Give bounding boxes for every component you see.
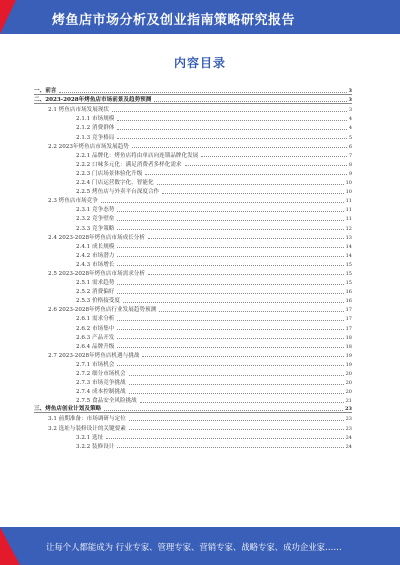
toc-entry[interactable] (34, 295, 352, 304)
toc-dot-leader (157, 184, 344, 185)
toc-dot-leader (117, 138, 346, 139)
toc-entry[interactable] (34, 150, 352, 159)
toc-entry[interactable] (34, 322, 352, 331)
toc-dot-leader (117, 365, 343, 366)
toc-entry[interactable] (34, 122, 352, 131)
toc-entry[interactable] (34, 404, 352, 413)
toc-entry-page: 21 (345, 398, 352, 405)
toc-entry-label: 2.7.1 市场机会 (76, 361, 115, 368)
toc-entry-label: 2.1.3 竞争格局 (76, 134, 115, 141)
toc-entry-page: 18 (345, 334, 352, 341)
toc-entry-label: 2.6.1 需求分析 (76, 316, 115, 323)
toc-dot-leader (129, 429, 344, 430)
toc-entry-page: 4 (348, 116, 352, 123)
toc-entry-label: 2.5.3 价格接受度 (76, 298, 120, 305)
table-of-contents (34, 86, 352, 450)
toc-entry-page: 11 (345, 216, 352, 223)
toc-entry[interactable] (34, 131, 352, 140)
toc-entry[interactable] (34, 168, 352, 177)
toc-dot-leader (117, 447, 343, 448)
toc-entry[interactable] (34, 186, 352, 195)
toc-entry-label: 2.1.2 消费群体 (76, 125, 115, 132)
toc-entry-page: 7 (348, 152, 352, 159)
toc-entry-page: 15 (345, 270, 352, 277)
toc-entry-page: 20 (345, 389, 352, 396)
toc-entry[interactable] (34, 222, 352, 231)
toc-dot-leader (154, 101, 346, 102)
toc-entry-page: 17 (345, 307, 352, 314)
toc-dot-leader (145, 174, 346, 175)
toc-entry-page: 23 (345, 416, 352, 423)
toc-entry-label: 2.5.1 需求趋势 (76, 280, 115, 287)
toc-dot-leader (117, 338, 343, 339)
toc-entry-label: 2.3.3 竞争策略 (76, 225, 115, 232)
toc-dot-leader (117, 229, 343, 230)
toc-dot-leader (117, 284, 343, 285)
toc-entry-label: 3.2 选址与装修设计的关键要素 (48, 425, 126, 432)
toc-dot-leader (159, 311, 343, 312)
toc-entry-page: 18 (345, 343, 352, 350)
report-title: 烤鱼店市场分析及创业指南策略研究报告 (52, 13, 296, 28)
toc-entry[interactable] (34, 432, 352, 441)
toc-dot-leader (140, 402, 344, 403)
toc-entry-page: 16 (345, 289, 352, 296)
toc-entry[interactable] (34, 113, 352, 122)
toc-entry[interactable] (34, 377, 352, 386)
toc-entry-label: 2.4.1 成长规模 (76, 243, 115, 250)
toc-entry-label: 2.7.4 成本控制挑战 (76, 389, 126, 396)
toc-entry-label: 2.7 2023-2028年烤鱼店机遇与挑战 (48, 352, 140, 359)
toc-entry[interactable] (34, 368, 352, 377)
toc-entry-label: 2.4.3 市场增长 (76, 261, 115, 268)
toc-dot-leader (101, 202, 344, 203)
toc-entry-page: 17 (345, 316, 352, 323)
toc-entry-page: 5 (348, 134, 352, 141)
toc-entry-page: 23 (345, 425, 352, 432)
toc-entry-page: 15 (345, 261, 352, 268)
toc-entry-label: 2.4.2 市场潜力 (76, 252, 115, 259)
toc-entry-page: 17 (345, 325, 352, 332)
toc-dot-leader (104, 410, 343, 411)
toc-dot-leader (117, 293, 343, 294)
toc-entry[interactable] (34, 232, 352, 241)
toc-dot-leader (117, 256, 343, 257)
toc-entry-label: 2.1.1 市场规模 (76, 116, 115, 123)
toc-entry-page: 9 (348, 170, 352, 177)
toc-entry[interactable] (34, 422, 352, 431)
toc-entry-page: 24 (345, 434, 352, 441)
toc-dot-leader (162, 193, 343, 194)
toc-dot-leader (117, 120, 346, 121)
toc-entry-label: 二、2023-2028年烤鱼店市场前景及趋势预测 (34, 97, 152, 104)
toc-dot-leader (129, 420, 344, 421)
toc-entry[interactable] (34, 104, 352, 113)
toc-heading: 内容目录 (173, 56, 226, 70)
toc-entry[interactable] (34, 195, 352, 204)
toc-entry-page: 23 (345, 406, 352, 413)
toc-entry-label: 2.2.1 品牌化：烤鱼店将由单店向连锁品牌化发展 (76, 152, 199, 159)
toc-entry-label: 2.1 烤鱼店市场发展现状 (48, 107, 110, 114)
toc-entry[interactable] (34, 177, 352, 186)
toc-entry[interactable] (34, 250, 352, 259)
toc-dot-leader (117, 347, 343, 348)
toc-entry-page: 15 (345, 280, 352, 287)
toc-entry-label: 2.3.2 竞争壁垒 (76, 216, 115, 223)
toc-entry[interactable] (34, 141, 352, 150)
toc-entry-label: 2.7.2 细分市场机会 (76, 371, 126, 377)
toc-entry-label: 一、前言 (34, 88, 57, 95)
toc-dot-leader (129, 384, 344, 385)
toc-entry-label: 2.2.2 口味多元化：满足消费者多样化需求 (76, 161, 182, 168)
header-accent-shape (0, 0, 16, 34)
toc-dot-leader (148, 274, 344, 275)
toc-entry-label: 2.3 烤鱼店市场竞争 (48, 198, 98, 205)
toc-dot-leader (117, 329, 343, 330)
toc-entry-page: 16 (345, 298, 352, 305)
toc-entry[interactable] (34, 413, 352, 422)
toc-entry[interactable] (34, 395, 352, 404)
footer-accent-shape (0, 527, 20, 565)
toc-dot-leader (129, 393, 344, 394)
toc-dot-leader (112, 111, 347, 112)
toc-entry-label: 2.6 2023-2028年烤鱼店行业发展趋势预测 (48, 307, 157, 314)
toc-entry-label: 2.6.4 品牌升级 (76, 343, 115, 350)
toc-entry[interactable] (34, 286, 352, 295)
toc-entry-label: 2.7.5 食品安全风险挑战 (76, 398, 137, 405)
toc-entry-page: 11 (345, 207, 352, 214)
toc-entry-page: 3 (348, 97, 352, 104)
toc-entry-page: 4 (348, 125, 352, 132)
toc-entry-label: 2.5 2023-2028年烤鱼店市场需求分析 (48, 270, 145, 277)
toc-entry-label: 2.2.4 门店运营数字化、智能化 (76, 180, 154, 187)
toc-entry[interactable] (34, 441, 352, 450)
toc-dot-leader (123, 302, 344, 303)
toc-entry[interactable] (34, 259, 352, 268)
toc-dot-leader (106, 438, 343, 439)
toc-entry[interactable] (34, 86, 352, 95)
toc-entry-page: 24 (345, 443, 352, 450)
toc-entry[interactable] (34, 386, 352, 395)
toc-dot-leader (59, 92, 346, 93)
toc-entry[interactable] (34, 241, 352, 250)
toc-entry-page: 20 (345, 380, 352, 387)
toc-entry-label: 3.2.1 选址 (76, 434, 104, 441)
page-footer (0, 527, 400, 565)
toc-entry-page: 3 (348, 107, 352, 114)
toc-entry-page: 13 (345, 234, 352, 241)
toc-entry-page: 19 (345, 361, 352, 368)
toc-dot-leader (117, 247, 343, 248)
toc-entry-page: 14 (345, 243, 352, 250)
toc-entry-page: 14 (345, 252, 352, 259)
toc-entry-label: 三、烤鱼店创业计划及策略 (34, 406, 102, 413)
toc-entry-page: 19 (345, 352, 352, 359)
toc-entry-label: 2.4 2023-2028年烤鱼店市场成长分析 (48, 234, 145, 241)
toc-dot-leader (148, 238, 344, 239)
toc-entry[interactable] (34, 304, 352, 313)
toc-dot-leader (129, 375, 344, 376)
toc-entry[interactable] (34, 95, 352, 104)
footer-slogan: 让每个人都能成为 行业专家、管理专家、营销专家、战略专家、成功企业家…… (46, 542, 342, 552)
toc-entry-label: 3.2.2 装修设计 (76, 443, 115, 450)
toc-entry-page: 10 (345, 189, 352, 196)
toc-dot-leader (117, 320, 343, 321)
toc-entry-page: 10 (345, 180, 352, 187)
toc-entry-label: 2.7.3 市场竞争挑战 (76, 380, 126, 387)
toc-entry-label: 2.2.5 烤鱼店与外卖平台深度合作 (76, 189, 160, 196)
toc-entry[interactable] (34, 213, 352, 222)
toc-entry[interactable] (34, 359, 352, 368)
toc-dot-leader (132, 147, 347, 148)
toc-entry-page: 3 (348, 88, 352, 95)
toc-entry[interactable] (34, 204, 352, 213)
toc-dot-leader (117, 211, 343, 212)
toc-entry-label: 2.3.1 竞争态势 (76, 207, 115, 214)
toc-dot-leader (185, 165, 347, 166)
toc-entry[interactable] (34, 159, 352, 168)
page-header (0, 0, 400, 34)
toc-entry-page: 20 (345, 371, 352, 377)
toc-entry-page: 11 (345, 198, 352, 205)
toc-dot-leader (117, 265, 343, 266)
toc-entry[interactable] (34, 332, 352, 341)
toc-dot-leader (117, 220, 343, 221)
toc-entry[interactable] (34, 277, 352, 286)
toc-entry-label: 3.1 前期准备：市场调研与定位 (48, 416, 126, 423)
toc-entry-page: 6 (348, 143, 352, 150)
toc-entry-label: 2.6.2 市场集中 (76, 325, 115, 332)
toc-entry[interactable] (34, 313, 352, 322)
toc-entry-label: 2.2 2023年烤鱼店市场发展趋势 (48, 143, 129, 150)
toc-entry-label: 2.6.3 产品开发 (76, 334, 115, 341)
toc-entry[interactable] (34, 341, 352, 350)
toc-entry[interactable] (34, 350, 352, 359)
toc-dot-leader (117, 129, 346, 130)
toc-entry-page: 12 (345, 225, 352, 232)
toc-dot-leader (201, 156, 347, 157)
toc-entry-label: 2.5.2 消费偏好 (76, 289, 115, 296)
toc-entry[interactable] (34, 268, 352, 277)
toc-entry-page: 8 (348, 161, 352, 168)
toc-entry-label: 2.2.3 门店场景体验化升级 (76, 170, 143, 177)
toc-dot-leader (142, 356, 343, 357)
